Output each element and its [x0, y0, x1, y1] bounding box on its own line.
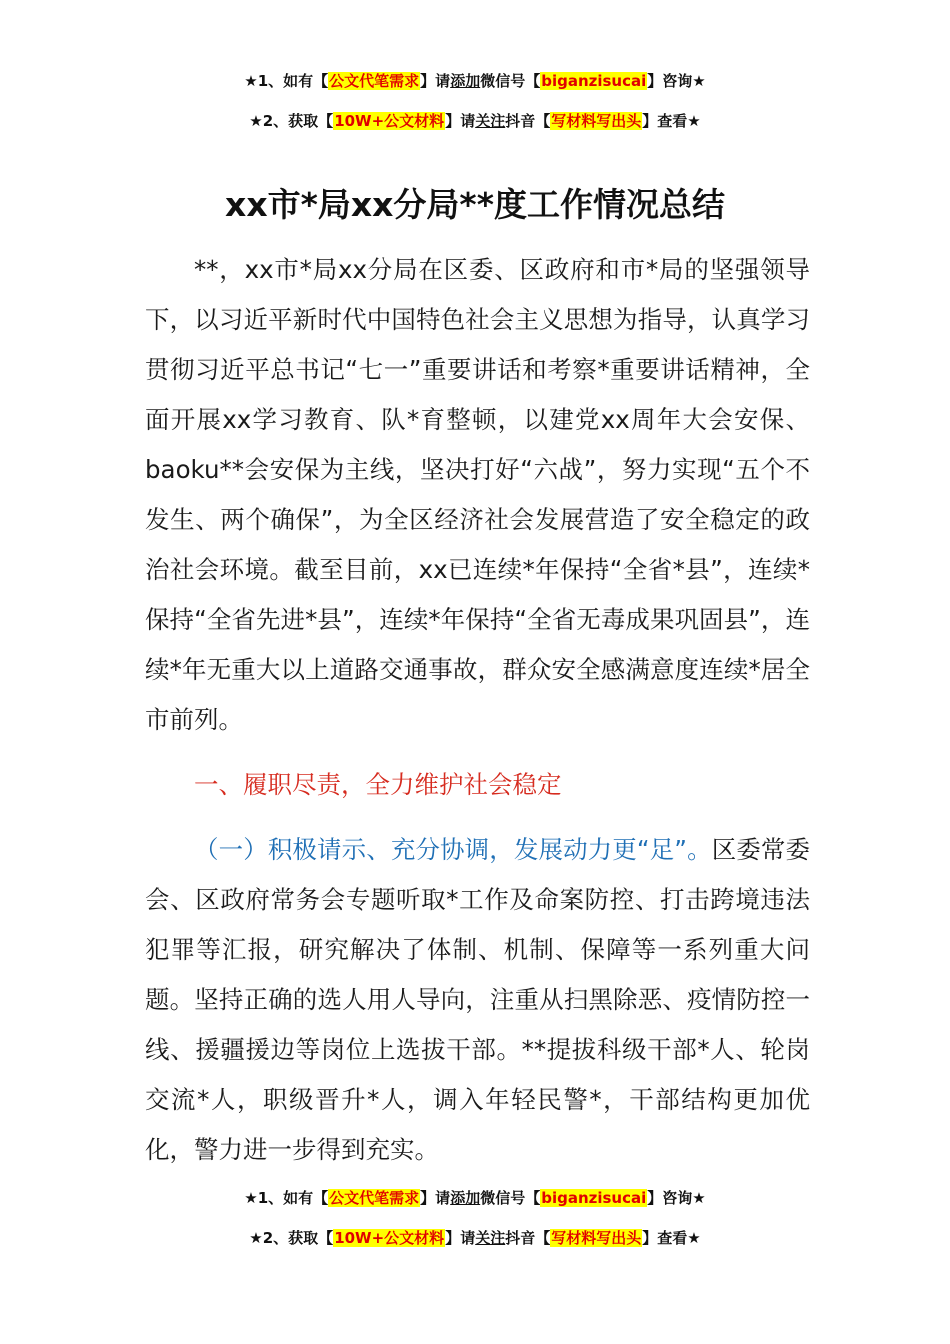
- subsection-text: [145, 825, 810, 1175]
- banner-highlight: biganzisucai: [541, 1189, 647, 1207]
- banner-text: 】咨询★: [647, 72, 706, 90]
- banner-highlight: 10W+公文材料: [334, 112, 445, 130]
- bottom-banner: [0, 1187, 950, 1249]
- section-heading: 一、履职尽责，全力维护社会稳定: [194, 770, 562, 799]
- banner-text: 】请: [445, 112, 476, 130]
- banner-text: ★2、获取【: [249, 1229, 334, 1247]
- banner-text: 抖音【: [505, 1229, 551, 1247]
- banner-text: 】请: [420, 1189, 451, 1207]
- subsection-paragraph: [145, 825, 810, 1175]
- banner-line-2: [0, 1227, 950, 1249]
- banner-text: 】请: [445, 1229, 476, 1247]
- subsection-body: 区委常委会、区政府常务会专题听取*工作及命案防控、打击跨境违法犯罪等汇报，研究解决了体制、机制、保障等一系列重大问题。坚持正确的选人用人导向，注重从扫黑除恶、疫情防控一线、援疆援边等岗位上选拔干部。**提拔科级干部*人、轮岗交流*人，职级晋升*人，调入年轻民警*，干部结构更加优化，警力进一步得到充实。: [145, 835, 811, 1164]
- intro-paragraph: [145, 245, 810, 745]
- banner-underline: 添加: [450, 1189, 481, 1207]
- banner-highlight: 10W+公文材料: [334, 1229, 445, 1247]
- document-title: xx市*局xx分局**度工作情况总结: [225, 185, 725, 224]
- banner-text: 】查看★: [642, 112, 701, 130]
- banner-highlight: biganzisucai: [541, 72, 647, 90]
- banner-text: 】咨询★: [647, 1189, 706, 1207]
- banner-line-1: [0, 1187, 950, 1209]
- intro-text: **，xx市*局xx分局在区委、区政府和市*局的坚强领导下，以习近平新时代中国特色社会主义思想为指导，认真学习贯彻习近平总书记“七一”重要讲话和考察*重要讲话精神，全面开展xx学习教育、队*育整顿，以建党xx周年大会安保、baoku**会安保为主线，坚决打好“六战”，努力实现“五个不发生、两个确保”，为全区经济社会发展营造了安全稳定的政治社会环境。截至目前，xx已连续*年保持“全省*县”，连续*保持“全省先进*县”，连续*年保持“全省无毒成果巩固县”，连续*年无重大以上道路交通事故，群众安全感满意度连续*居全市前列。: [145, 255, 810, 734]
- banner-underline: 关注: [475, 112, 506, 130]
- subsection-lead: （一）积极请示、充分协调，发展动力更“足”。: [194, 835, 712, 864]
- banner-text: ★1、如有【: [244, 1189, 329, 1207]
- banner-text: 】查看★: [642, 1229, 701, 1247]
- banner-highlight: 公文代笔需求: [329, 72, 420, 90]
- banner-text: 】请: [420, 72, 451, 90]
- banner-line-1: [0, 70, 950, 92]
- banner-text: 微信号【: [480, 72, 541, 90]
- banner-highlight: 写材料写出头: [551, 1229, 642, 1247]
- banner-highlight: 公文代笔需求: [329, 1189, 420, 1207]
- banner-text: 微信号【: [480, 1189, 541, 1207]
- banner-text: 抖音【: [505, 112, 551, 130]
- banner-underline: 添加: [450, 72, 481, 90]
- banner-text: ★1、如有【: [244, 72, 329, 90]
- banner-text: ★2、获取【: [249, 112, 334, 130]
- top-banner: [0, 70, 950, 132]
- banner-highlight: 写材料写出头: [551, 112, 642, 130]
- banner-underline: 关注: [475, 1229, 506, 1247]
- banner-line-2: [0, 110, 950, 132]
